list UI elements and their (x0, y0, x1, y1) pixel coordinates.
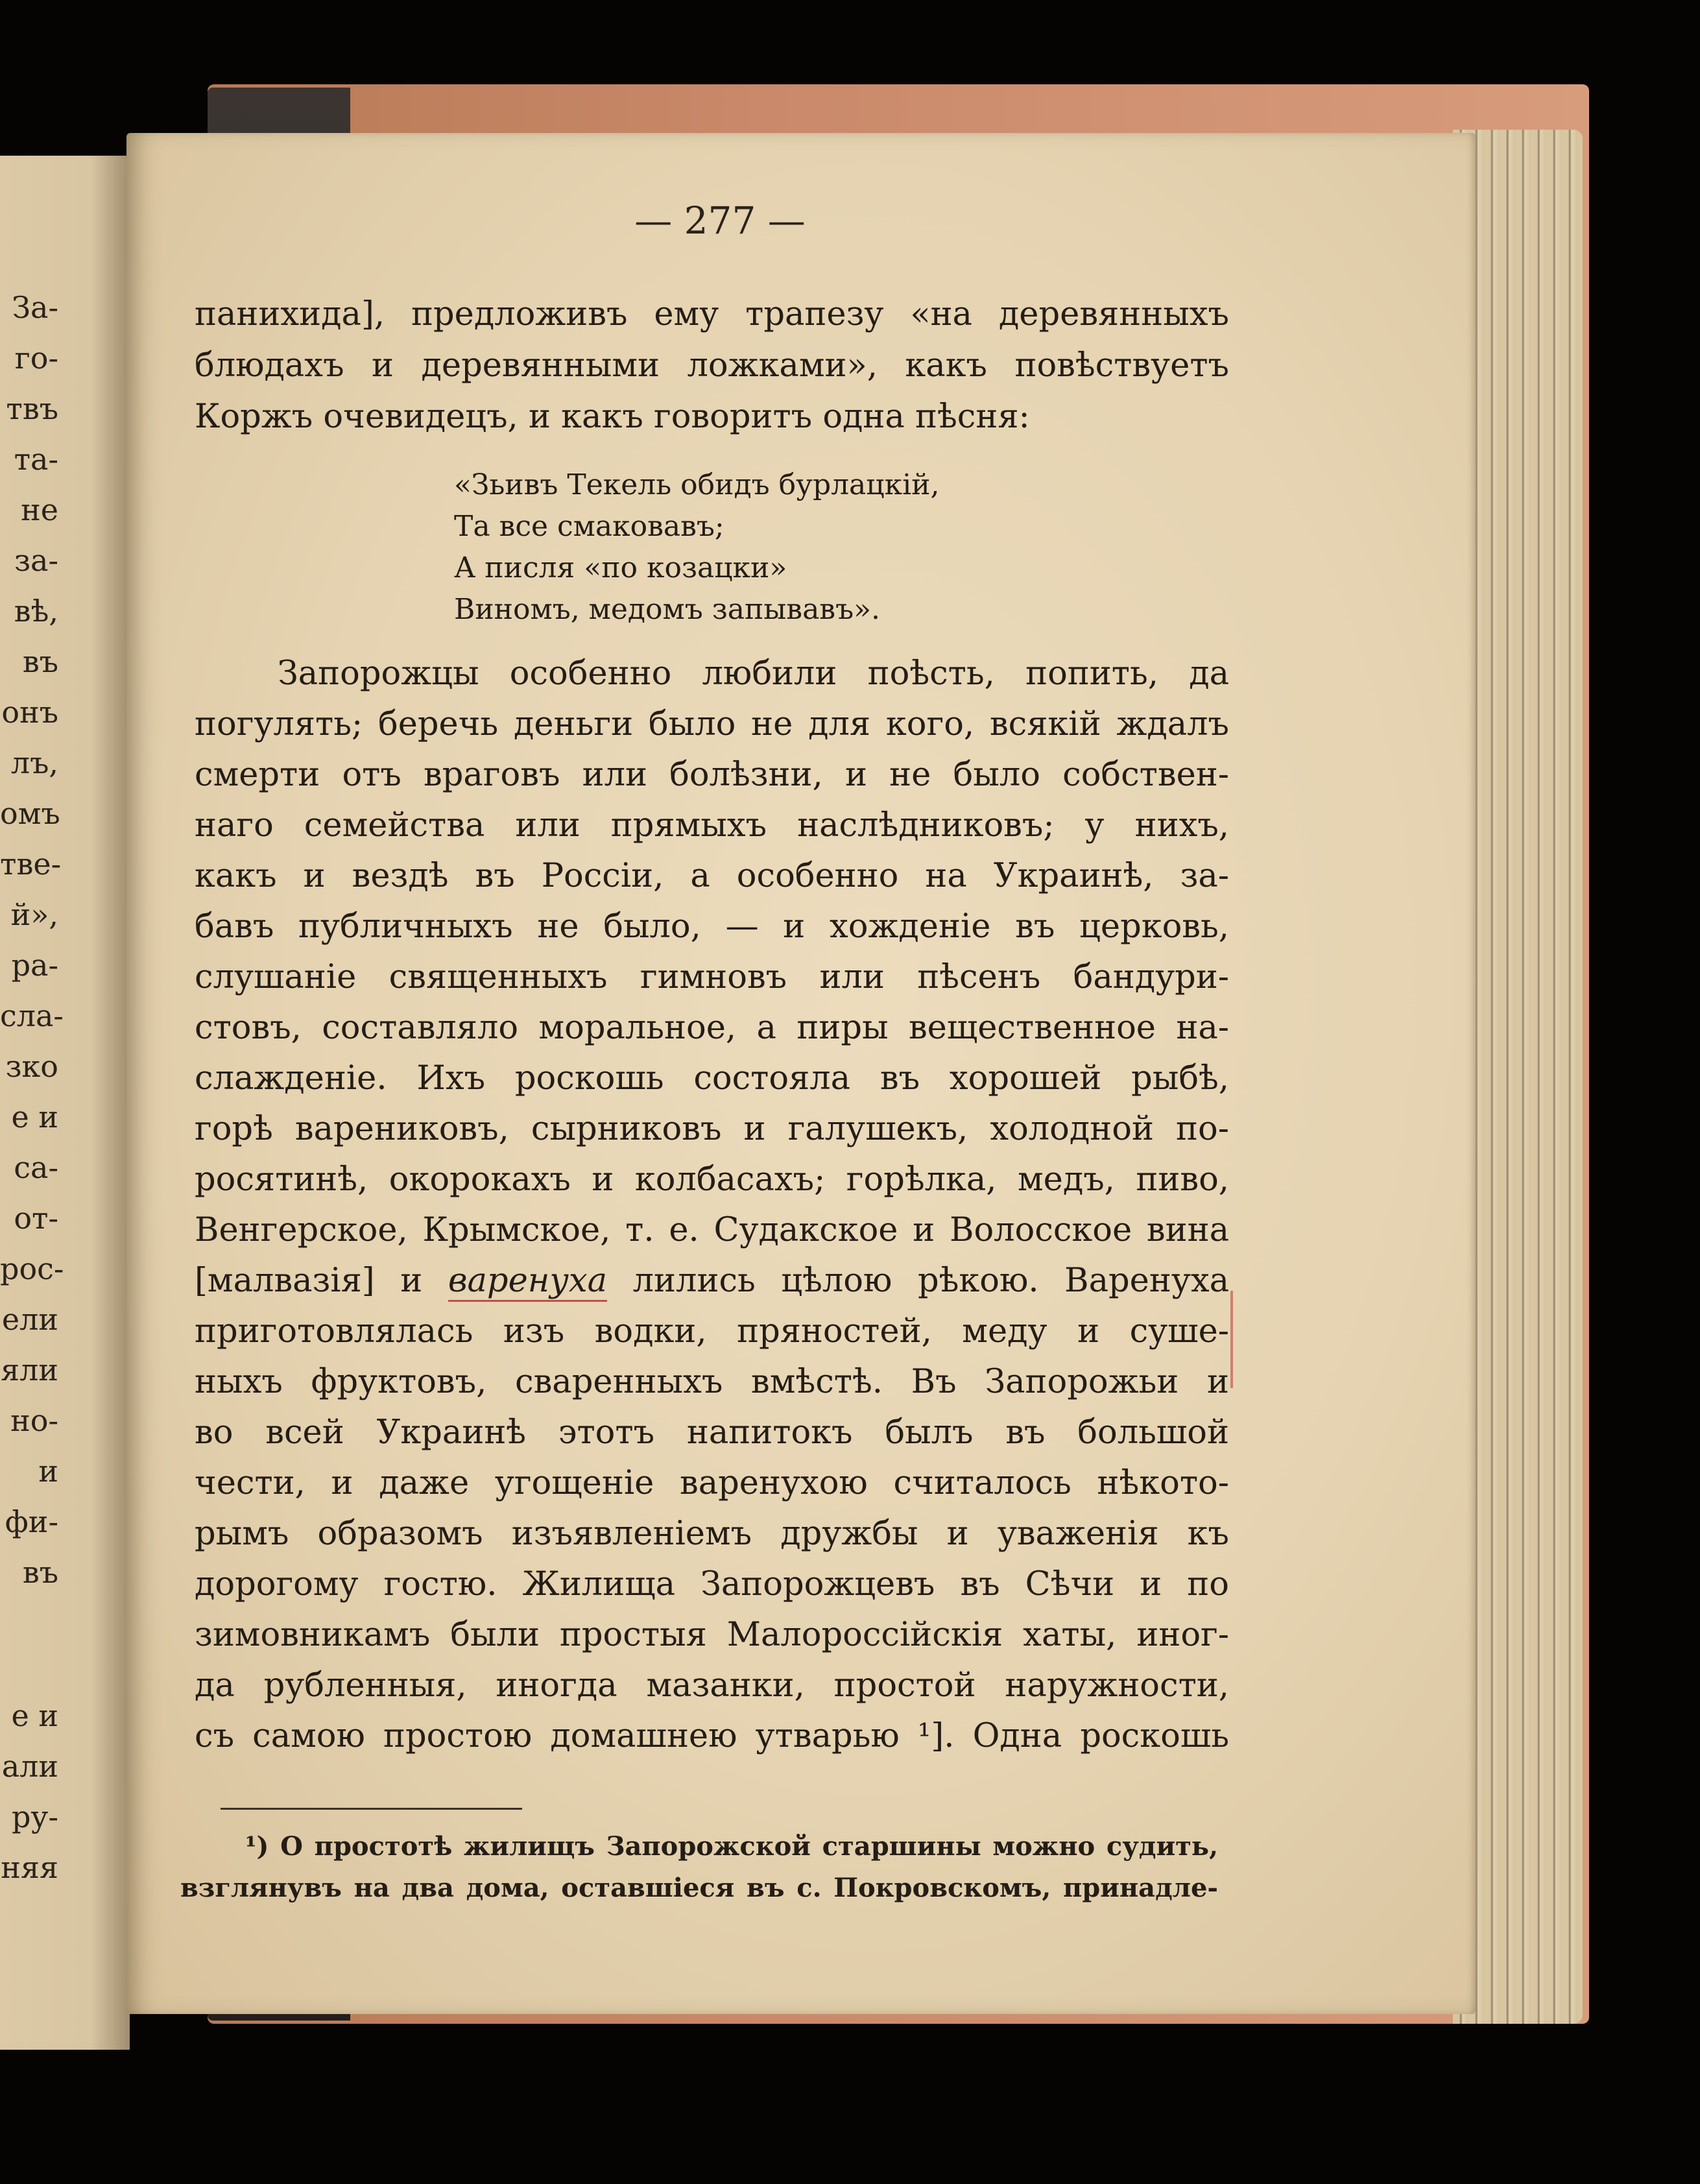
left-fragment: али (1, 1749, 58, 1784)
text-line: зимовникамъ были простыя Малороссійскія хаты, иног- (195, 1616, 1229, 1654)
left-fragment: е и (11, 1099, 58, 1134)
text-line: блюдахъ и деревянными ложками», какъ повѣствуетъ (195, 346, 1229, 385)
left-fragment: лъ, (10, 745, 58, 780)
italic-word: варенуха (448, 1262, 607, 1302)
left-fragment: въ (22, 644, 58, 679)
page-number: — 277 — (634, 198, 806, 243)
left-fragment: твъ (6, 391, 58, 426)
text-line: Коржъ очевидецъ, и какъ говоритъ одна пѣсня: (195, 398, 1030, 436)
left-fragment: за- (14, 543, 58, 578)
left-fragment: от- (14, 1201, 58, 1236)
text-line: да рубленныя, иногда мазанки, простой наружности, (195, 1666, 1229, 1705)
text-line: смерти отъ враговъ или болѣзни, и не было собствен- (195, 756, 1229, 794)
text-line: бавъ публичныхъ не было, — и хожденіе въ церковь, (195, 907, 1229, 946)
left-page (0, 156, 130, 2050)
left-fragment: та- (14, 442, 58, 477)
left-fragment: рос- (0, 1251, 64, 1286)
left-fragment: онъ (1, 695, 58, 730)
red-pencil-mark (1230, 1291, 1233, 1388)
left-fragment: въ (22, 1555, 58, 1590)
text-line: чести, и даже угощеніе варенухою считалось нѣкото- (195, 1464, 1229, 1502)
text-line: во всей Украинѣ этотъ напитокъ былъ въ большой (195, 1413, 1229, 1452)
text-line: дорогому гостю. Жилища Запорожцевъ въ Сѣчи и по (195, 1565, 1229, 1603)
text-line: панихида], предложивъ ему трапезу «на деревянныхъ (195, 295, 1229, 333)
text-line: наго семейства или прямыхъ наслѣдниковъ; у нихъ, (195, 806, 1229, 845)
footnote-line: ¹) О простотѣ жилищъ Запорожской старшины можно судить, (245, 1831, 1218, 1862)
text-line: Венгерское, Крымское, т. е. Судакское и Волосское вина (195, 1211, 1229, 1249)
left-fragment: но- (10, 1403, 58, 1438)
text-line: рымъ образомъ изъявленіемъ дружбы и уваженія къ (195, 1515, 1229, 1553)
text-line: Запорожцы особенно любили поѣсть, попить, да (278, 654, 1229, 693)
verse-line: Та все смаковавъ; (454, 510, 724, 543)
footnote-line: взглянувъ на два дома, оставшіеся въ с. Покровскомъ, принадле- (180, 1873, 1218, 1903)
left-fragment: тве- (0, 846, 62, 882)
left-fragment: фи- (5, 1504, 58, 1539)
left-fragment: е и (11, 1698, 58, 1733)
verse-line: Виномъ, медомъ запывавъ». (454, 593, 880, 626)
text-line (195, 1256, 1229, 1306)
left-fragment: го- (14, 341, 58, 376)
left-fragment: За- (12, 290, 58, 325)
text-line: погулять; беречь деньги было не для кого, всякій ждалъ (195, 705, 1229, 743)
left-fragment: са- (14, 1150, 58, 1185)
verse-line: «Зьивъ Текель обидъ бурлацкій, (454, 468, 940, 501)
text-line: росятинѣ, окорокахъ и колбасахъ; горѣлка, медъ, пиво, (195, 1160, 1229, 1199)
left-fragment: не (21, 492, 58, 527)
text-line: съ самою простою домашнею утварью ¹]. Одна роскошь (195, 1717, 1229, 1755)
left-fragment: ра- (11, 948, 58, 983)
text-line: ныхъ фруктовъ, сваренныхъ вмѣстѣ. Въ Запорожьи и (195, 1363, 1229, 1401)
left-fragment: ру- (11, 1799, 58, 1834)
text-line: приготовлялась изъ водки, пряностей, меду и суше- (195, 1312, 1229, 1350)
text-after: лились цѣлою рѣкою. Варенуха (607, 1262, 1229, 1300)
verse-line: А писля «по козацки» (454, 551, 787, 584)
left-fragment: и (38, 1454, 58, 1489)
left-fragment: й», (10, 897, 58, 932)
left-fragment: няя (1, 1850, 58, 1885)
left-fragment: вѣ, (14, 594, 58, 629)
left-fragment: яли (1, 1352, 58, 1387)
text-line: какъ и вездѣ въ Россіи, а особенно на Украинѣ, за- (195, 857, 1229, 895)
left-fragment: омъ (0, 796, 60, 831)
left-fragment: ели (1, 1302, 58, 1337)
text-line: стовъ, составляло моральное, а пиры вещественное на- (195, 1009, 1229, 1047)
footnote-rule (221, 1808, 522, 1810)
left-fragment: сла- (0, 998, 64, 1033)
left-fragment: зко (5, 1049, 58, 1084)
text-before: [малвазія] и (195, 1262, 448, 1300)
text-line: горѣ варениковъ, сырниковъ и галушекъ, холодной по- (195, 1110, 1229, 1148)
text-line: слушаніе священныхъ гимновъ или пѣсенъ бандури- (195, 958, 1229, 996)
text-line: слажденіе. Ихъ роскошь состояла въ хорошей рыбѣ, (195, 1059, 1229, 1098)
